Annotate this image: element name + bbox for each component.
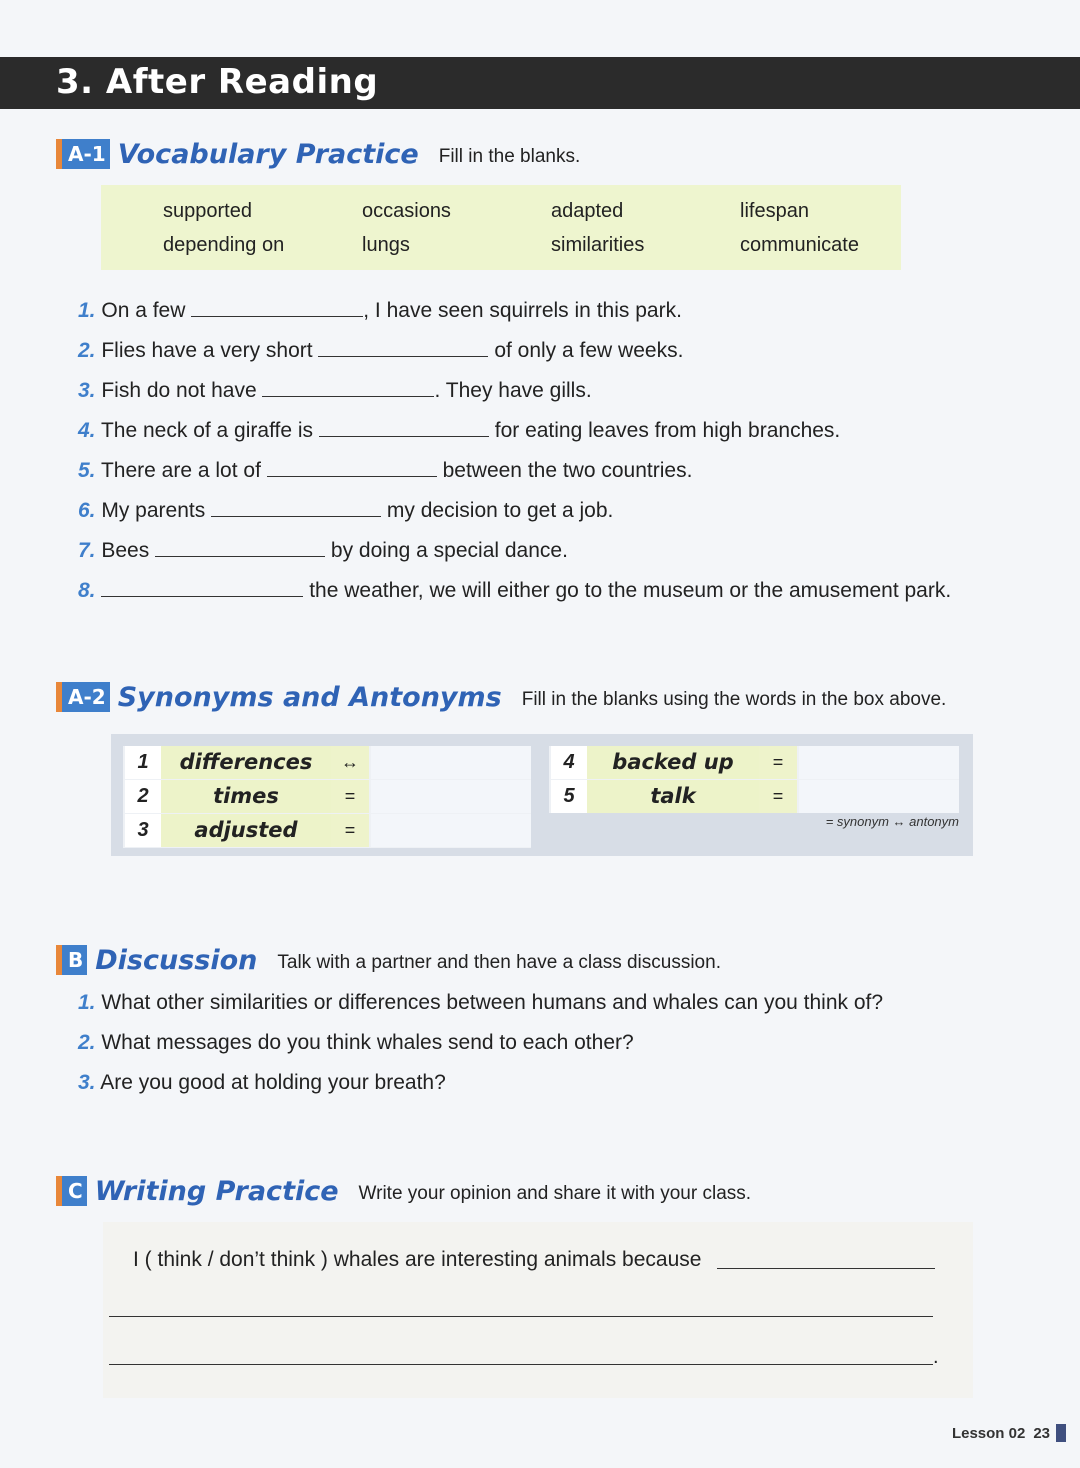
question-text: the weather, we will either go to the museum or the amusement park. <box>309 579 952 602</box>
section-badge: A-2 <box>56 682 110 712</box>
question-item <box>78 578 951 603</box>
question-number: 1. <box>78 299 96 322</box>
question-text: between the two countries. <box>442 459 693 482</box>
question-number: 4. <box>78 419 96 442</box>
section-c-header <box>56 1173 751 1209</box>
question-text: There are a lot of <box>100 459 261 482</box>
row-word: adjusted <box>161 814 331 847</box>
writing-line[interactable] <box>717 1268 935 1269</box>
word-item: occasions <box>362 200 451 222</box>
answer-blank[interactable] <box>267 458 437 477</box>
discussion-item <box>78 991 883 1015</box>
row-number: 3 <box>125 814 161 847</box>
question-item <box>78 498 613 523</box>
word-box <box>101 185 901 270</box>
question-text: by doing a special dance. <box>330 539 568 562</box>
section-title: Discussion <box>95 944 258 976</box>
question-text: My parents <box>101 499 206 522</box>
question-text: of only a few weeks. <box>494 339 684 362</box>
question-text: The neck of a giraffe is <box>100 419 314 442</box>
section-instruction: Write your opinion and share it with your class. <box>358 1183 752 1204</box>
question-text: Are you good at holding your breath? <box>100 1071 446 1094</box>
section-a1-header <box>56 136 580 172</box>
section-title: Writing Practice <box>94 1175 339 1207</box>
section-instruction: Fill in the blanks using the words in the box above. <box>521 689 947 710</box>
word-item: depending on <box>163 234 285 256</box>
relation-symbol: = <box>331 814 369 847</box>
relation-symbol: = <box>759 780 797 813</box>
answer-field[interactable] <box>371 746 531 779</box>
section-instruction: Talk with a partner and then have a class discussion. <box>277 952 721 973</box>
question-item <box>78 338 683 363</box>
question-text: Bees <box>101 539 150 562</box>
discussion-item <box>78 1031 634 1055</box>
relation-symbol: = <box>331 780 369 813</box>
section-badge: A-1 <box>56 139 110 169</box>
row-word: times <box>161 780 331 813</box>
symbol-legend: = synonym ↔ antonym <box>825 814 959 829</box>
word-item: lifespan <box>740 200 809 222</box>
word-item: lungs <box>362 234 410 256</box>
section-b-header <box>56 942 721 978</box>
question-text: my decision to get a job. <box>386 499 614 522</box>
answer-blank[interactable] <box>101 578 303 597</box>
row-word: talk <box>587 780 759 813</box>
question-number: 5. <box>78 459 96 482</box>
footer-bar <box>1056 1424 1066 1442</box>
answer-field[interactable] <box>799 780 959 813</box>
lesson-label: Lesson 02 <box>951 1424 1026 1442</box>
section-badge: C <box>56 1176 87 1206</box>
question-number: 3. <box>78 379 96 402</box>
writing-box <box>103 1222 973 1398</box>
synonym-antonym-panel <box>111 734 973 856</box>
answer-field[interactable] <box>371 780 531 813</box>
answer-blank[interactable] <box>318 338 488 357</box>
page-footer <box>952 1424 1066 1442</box>
synonym-table-left <box>123 746 531 848</box>
answer-field[interactable] <box>371 814 531 847</box>
question-text: , I have seen squirrels in this park. <box>363 299 682 322</box>
relation-symbol: ↔ <box>331 746 369 779</box>
writing-line[interactable] <box>109 1364 933 1365</box>
writing-line[interactable] <box>109 1316 933 1317</box>
row-number: 2 <box>125 780 161 813</box>
discussion-item <box>78 1071 446 1095</box>
question-text: Fish do not have <box>101 379 257 402</box>
question-text: Flies have a very short <box>101 339 313 362</box>
question-number: 6. <box>78 499 96 522</box>
end-period: . <box>933 1346 939 1368</box>
answer-field[interactable] <box>799 746 959 779</box>
row-number: 1 <box>125 746 161 779</box>
row-number: 4 <box>551 746 587 779</box>
section-title: Synonyms and Antonyms <box>117 681 502 713</box>
relation-symbol: = <box>759 746 797 779</box>
question-number: 7. <box>78 539 96 562</box>
page-title: 3. After Reading <box>56 62 379 102</box>
page-number: 23 <box>1033 1424 1050 1442</box>
section-instruction: Fill in the blanks. <box>438 146 581 167</box>
question-item <box>78 378 592 403</box>
answer-blank[interactable] <box>319 418 489 437</box>
word-item: adapted <box>551 200 624 222</box>
row-word: backed up <box>587 746 759 779</box>
answer-blank[interactable] <box>211 498 381 517</box>
word-item: communicate <box>740 234 859 256</box>
section-badge: B <box>56 945 87 975</box>
question-number: 2. <box>78 339 96 362</box>
section-a2-header <box>56 679 946 715</box>
row-number: 5 <box>551 780 587 813</box>
question-text: What messages do you think whales send to each other? <box>101 1031 634 1054</box>
question-text: for eating leaves from high branches. <box>494 419 841 442</box>
question-item <box>78 458 692 483</box>
question-number: 2. <box>78 1031 96 1054</box>
answer-blank[interactable] <box>191 298 363 317</box>
question-number: 8. <box>78 579 96 602</box>
question-number: 1. <box>78 991 96 1014</box>
answer-blank[interactable] <box>155 538 325 557</box>
question-number: 3. <box>78 1071 96 1094</box>
synonym-table-right <box>549 746 959 813</box>
title-bar <box>0 57 1080 109</box>
answer-blank[interactable] <box>262 378 434 397</box>
question-text: What other similarities or differences between humans and whales can you think of? <box>101 991 884 1014</box>
question-item <box>78 538 568 563</box>
writing-prompt: I ( think / don’t think ) whales are interesting animals because <box>133 1248 702 1271</box>
section-title: Vocabulary Practice <box>117 138 419 170</box>
question-item <box>78 298 682 323</box>
question-item <box>78 418 840 443</box>
question-text: On a few <box>101 299 186 322</box>
question-text: . They have gills. <box>434 379 592 402</box>
word-item: supported <box>163 200 252 222</box>
row-word: differences <box>161 746 331 779</box>
word-item: similarities <box>551 234 645 256</box>
